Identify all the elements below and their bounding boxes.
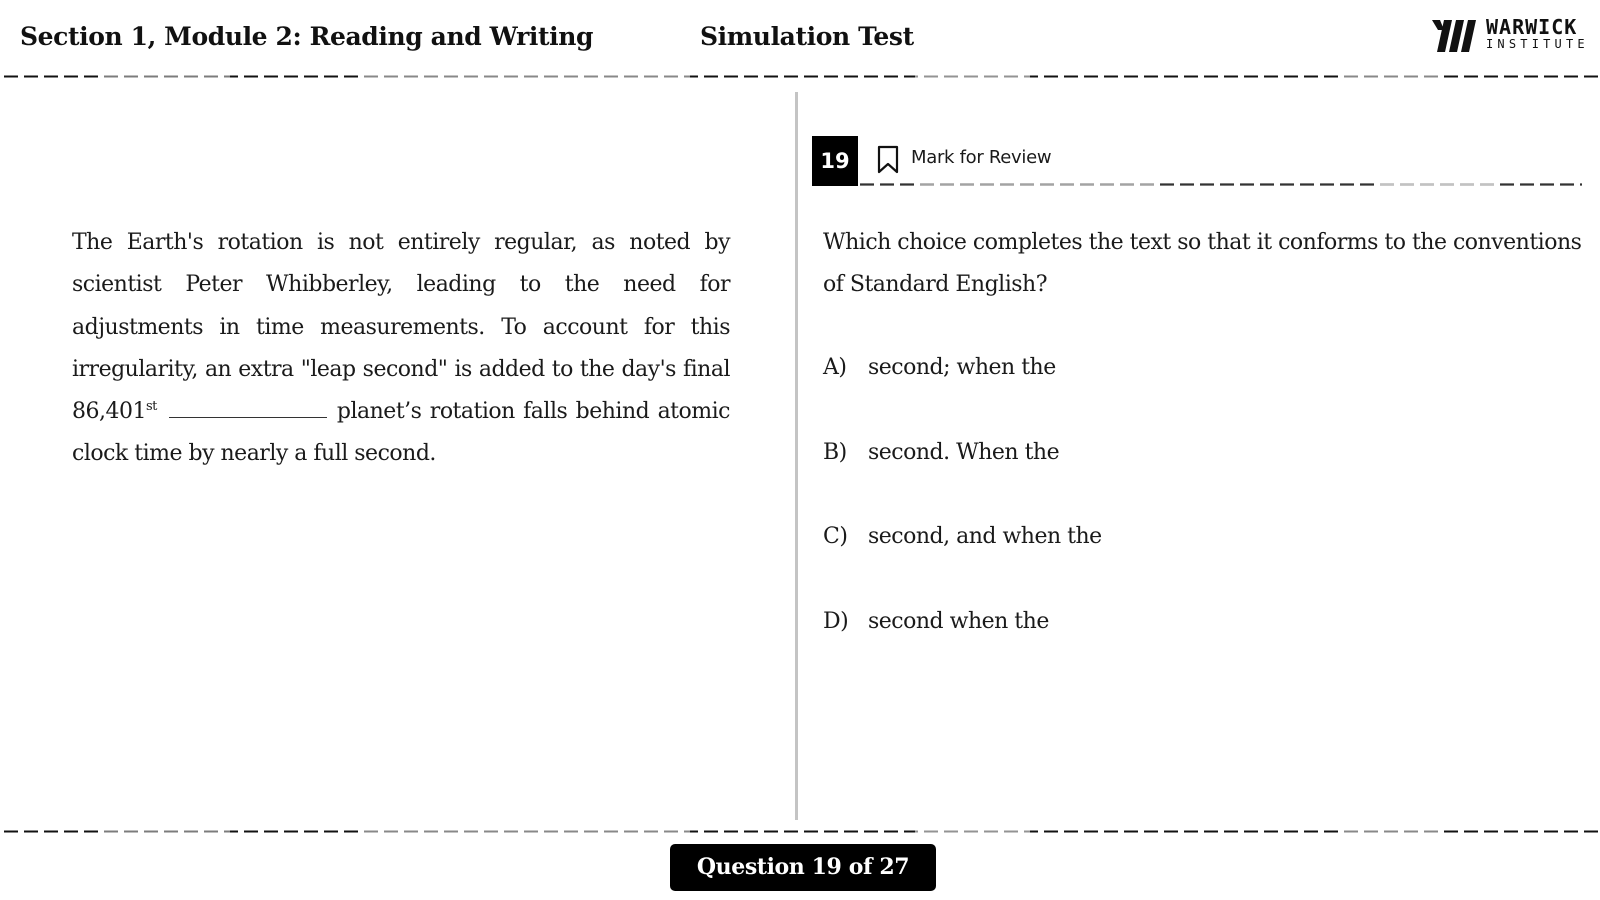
header-divider-dashed xyxy=(0,75,1600,78)
warwick-stripes-logo-icon xyxy=(1432,18,1480,54)
logo-subword: INSTITUTE xyxy=(1486,37,1589,51)
passage-superscript: st xyxy=(145,399,157,415)
answer-choice-d[interactable] xyxy=(823,609,1323,649)
mark-for-review-button[interactable]: Mark for Review xyxy=(911,147,1052,168)
section-title: Section 1, Module 2: Reading and Writing xyxy=(20,22,594,51)
passage-text xyxy=(72,222,730,476)
answer-choice-c[interactable] xyxy=(823,524,1323,564)
choice-letter: A) xyxy=(823,355,847,380)
bookmark-icon[interactable] xyxy=(876,145,900,175)
header xyxy=(0,0,1600,78)
answer-choice-a[interactable] xyxy=(823,355,1323,395)
choice-text: second; when the xyxy=(868,355,1056,380)
warwick-logo xyxy=(1432,15,1589,58)
passage-part-1: The Earth's rotation is not entirely regular, as noted by scientist Peter Whibberley, leading to the need for adjustments in time measurements. To account for this irregularity, an extra "leap second" is added to the day's final 86,401 xyxy=(72,230,730,425)
question-number-badge: 19 xyxy=(812,136,858,186)
choice-text: second, and when the xyxy=(868,524,1102,549)
choice-letter: D) xyxy=(823,609,849,634)
choice-text: second when the xyxy=(868,609,1049,634)
choice-letter: B) xyxy=(823,440,847,465)
choice-text: second. When the xyxy=(868,440,1060,465)
passage-part-2: planet’s rotation falls behind atomic clock time by nearly a full second. xyxy=(72,399,730,467)
logo-word: WARWICK xyxy=(1486,15,1578,39)
choice-letter: C) xyxy=(823,524,848,549)
footer-divider-dashed xyxy=(0,830,1600,833)
question-counter-button[interactable]: Question 19 of 27 xyxy=(670,844,936,891)
passage-blank xyxy=(169,398,327,418)
test-title: Simulation Test xyxy=(700,22,914,51)
question-header-divider-dashed xyxy=(860,183,1582,186)
pane-divider[interactable] xyxy=(795,92,798,820)
answer-choice-b[interactable] xyxy=(823,440,1323,480)
question-prompt: Which choice completes the text so that it conforms to the conventions of Standard English? xyxy=(823,230,1582,298)
